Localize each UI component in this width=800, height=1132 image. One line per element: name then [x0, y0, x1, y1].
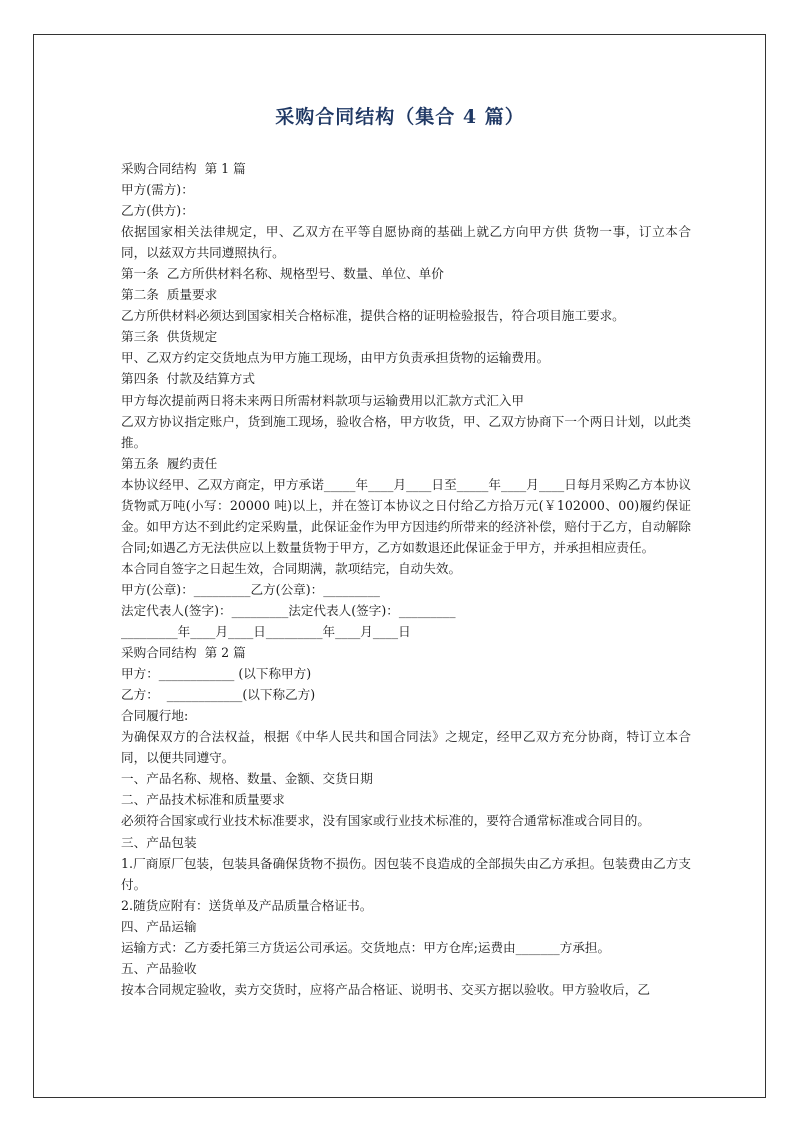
- section-heading: 采购合同结构 第 1 篇: [121, 161, 246, 176]
- article-heading: 第四条 付款及结算方式: [121, 371, 255, 387]
- clause-heading: 一、产品名称、规格、数量、金额、交货日期: [121, 771, 373, 787]
- paragraph: 依据国家相关法律规定，甲、乙双方在平等自愿协商的基础上就乙方向甲方供 货物一事，订立本合同，以兹双方共同遵照执行。: [121, 224, 691, 261]
- date-line: _________年____月____日_________年____月____日: [121, 624, 411, 640]
- paragraph: 本协议经甲、乙双方商定，甲方承诺_____年____月____日至_____年____月____日每月采购乙方本协议货物贰万吨(小写：20000 吨)以上，并在签订本协议之日付给乙方拾万元(￥102000、00)履约保证金。如甲方达不到此约定采购量，此保证金作为甲方因违约所带来的经济补偿，赔付于乙方，自动解除合同;如遇乙方无法供应以上数量货物于甲方，乙方如数退还此保证金于甲方，并承担相应责任。: [121, 476, 691, 555]
- document-body: [121, 158, 691, 1000]
- document-title: 采购合同结构（集合 4 篇）: [275, 106, 525, 128]
- paragraph: 1.厂商原厂包装，包装具备确保货物不损伤。因包装不良造成的全部损失由乙方承担。包装费由乙方支付。: [121, 855, 691, 892]
- paragraph: 为确保双方的合法权益，根据《中华人民共和国合同法》之规定，经甲乙双方充分协商，特订立本合同，以便共同遵守。: [121, 729, 691, 766]
- clause-heading: 四、产品运输: [121, 918, 197, 934]
- paragraph: 2.随货应附有：送货单及产品质量合格证书。: [121, 897, 373, 913]
- article-heading: 第二条 质量要求: [121, 287, 218, 303]
- signature-line: 甲方(公章)：_________乙方(公章)：_________: [121, 581, 380, 597]
- paragraph: 必须符合国家或行业技术标准要求，没有国家或行业技术标准的，要符合通常标准或合同目的。: [121, 813, 650, 829]
- party-b-line: 乙方： ____________(以下称乙方): [121, 687, 316, 703]
- article-heading: 第一条 乙方所供材料名称、规格型号、数量、单位、单价: [121, 266, 444, 282]
- paragraph: 按本合同规定验收，卖方交货时，应将产品合格证、说明书、交买方据以验收。甲方验收后，乙: [121, 981, 650, 997]
- party-a-line: 甲方：____________ (以下称甲方): [121, 666, 312, 682]
- paragraph: 甲、乙双方约定交货地点为甲方施工现场，由甲方负责承担货物的运输费用。: [121, 350, 550, 366]
- signature-line: 法定代表人(签字)：_________法定代表人(签字)：_________: [121, 602, 456, 618]
- article-heading: 第三条 供货规定: [121, 329, 218, 345]
- article-heading: 第五条 履约责任: [121, 455, 218, 471]
- paragraph: 合同履行地:: [121, 708, 189, 724]
- section-heading: 采购合同结构 第 2 篇: [121, 645, 246, 661]
- clause-heading: 二、产品技术标准和质量要求: [121, 792, 285, 808]
- paragraph: 本合同自签字之日起生效，合同期满，款项结完，自动失效。: [121, 560, 462, 576]
- party-a-line: 甲方(需方)：: [121, 182, 194, 198]
- clause-heading: 五、产品验收: [121, 960, 197, 976]
- paragraph: 甲方每次提前两日将未来两日所需材料款项与运输费用以汇款方式汇入甲: [121, 392, 524, 408]
- paragraph: 乙方所供材料必须达到国家相关合格标准，提供合格的证明检验报告，符合项目施工要求。: [121, 308, 625, 324]
- party-b-line: 乙方(供方)：: [121, 203, 194, 219]
- paragraph: 运输方式：乙方委托第三方货运公司承运。交货地点：甲方仓库;运费由_______方承担。: [121, 939, 611, 955]
- paragraph: 乙双方协议指定账户，货到施工现场，验收合格，甲方收货，甲、乙双方协商下一个两日计划，以此类推。: [121, 413, 691, 450]
- clause-heading: 三、产品包装: [121, 834, 197, 850]
